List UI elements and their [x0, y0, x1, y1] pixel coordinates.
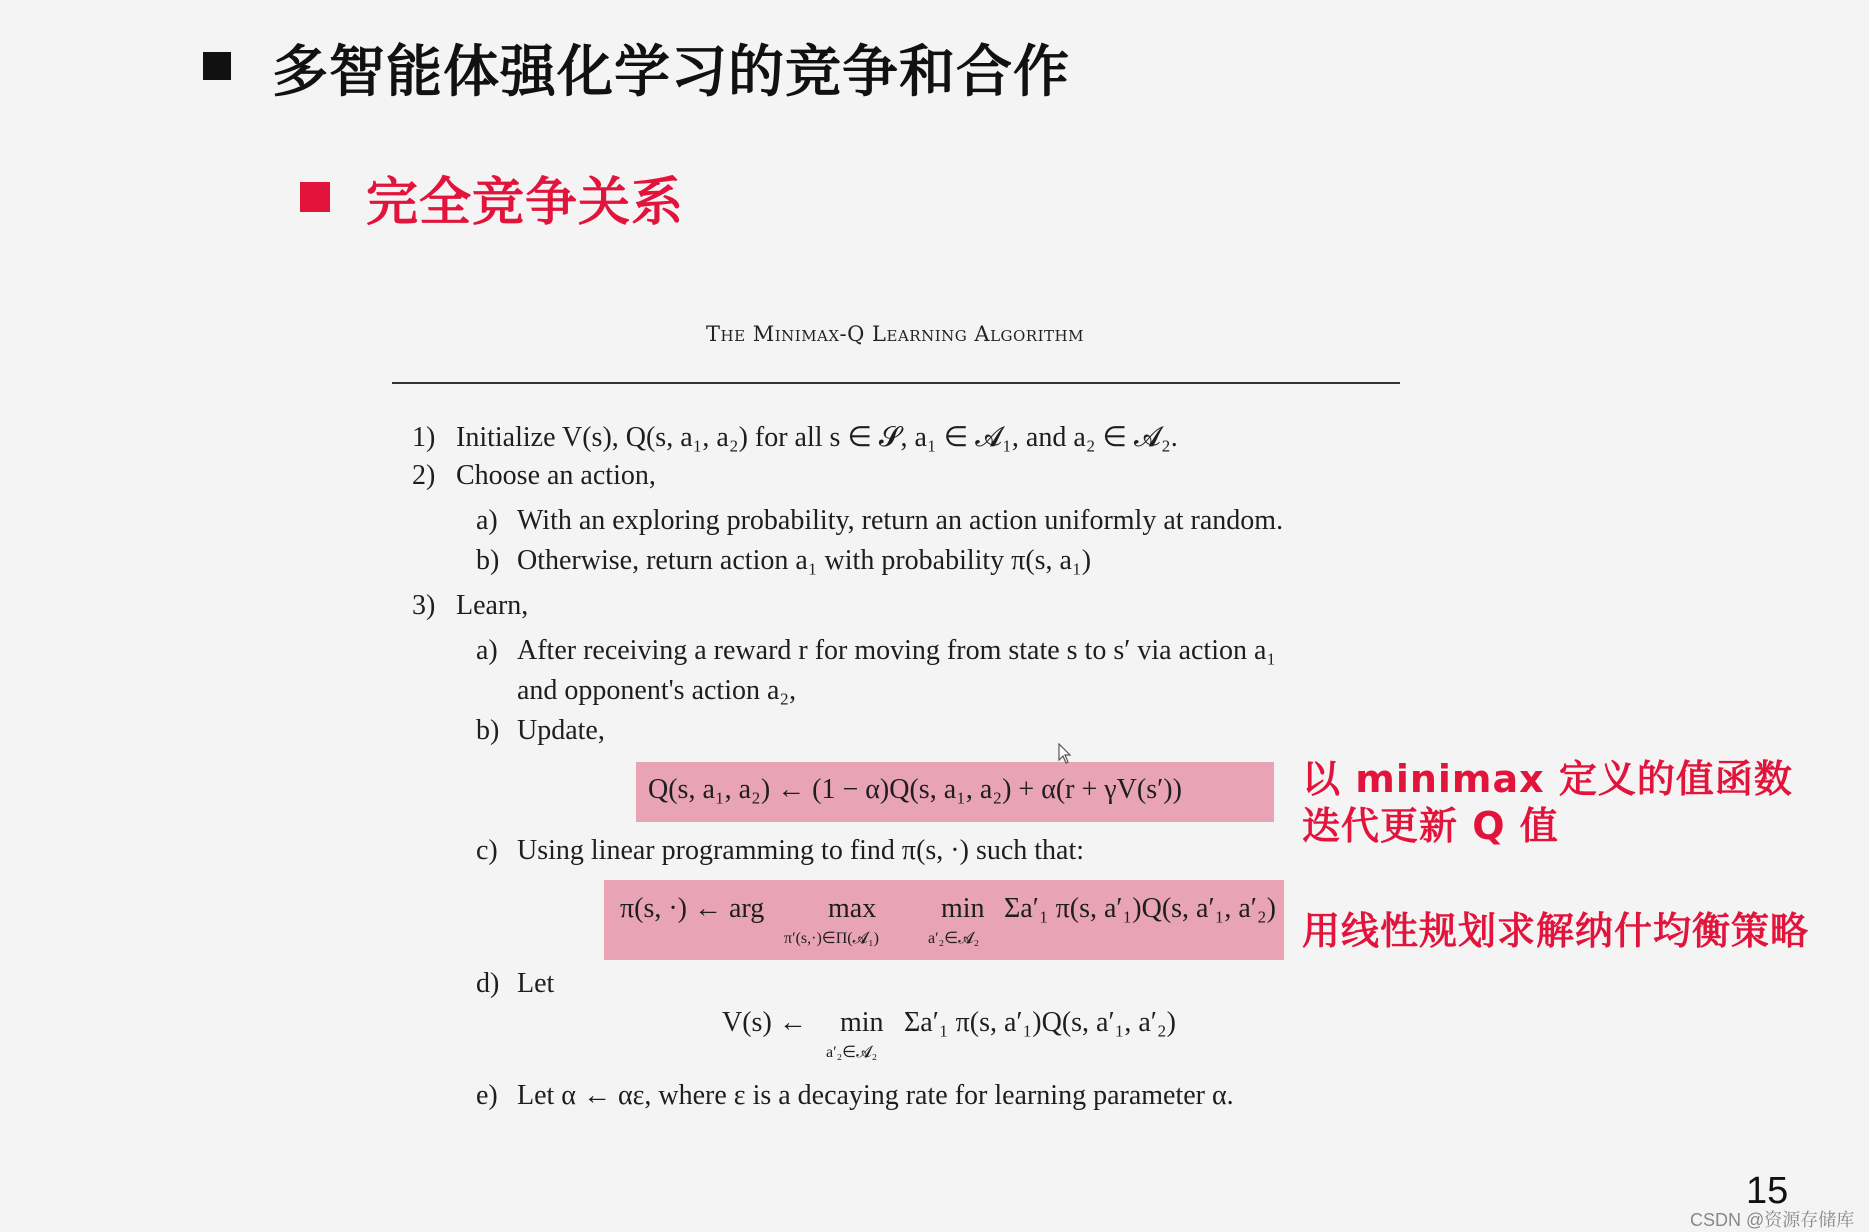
- step-3b-text: Update,: [517, 715, 605, 746]
- step-2b-number: b): [476, 545, 500, 576]
- algorithm-heading: [390, 322, 1400, 346]
- lp-formula-max-subscript: π′(s,·)∈Π(𝓐₁): [784, 930, 879, 947]
- step-3-text: Learn,: [456, 590, 529, 621]
- step-2b-text: Otherwise, return action a₁ with probability π(s, a₁): [517, 545, 1092, 576]
- step-3c-number: c): [476, 835, 498, 866]
- annotation-nash-equilibrium: 用线性规划求解纳什均衡策略: [1302, 909, 1810, 953]
- step-2-number: 2): [412, 460, 436, 491]
- step-2a-text: With an exploring probability, return an action uniformly at random.: [517, 505, 1284, 536]
- step-1-number: 1): [412, 422, 436, 453]
- step-3e: [476, 1080, 1234, 1112]
- mouse-pointer-icon: [1058, 743, 1074, 765]
- step-3: [412, 590, 528, 622]
- algorithm-heading-text: The Minimax-Q Learning Algorithm: [706, 322, 1084, 346]
- step-3b-number: b): [476, 715, 500, 746]
- step-3a-text-line2: and opponent's action a₂,: [517, 675, 797, 706]
- v-formula-min-subscript: a′₂∈𝓐₂: [826, 1044, 878, 1061]
- step-3a: [476, 635, 1276, 667]
- step-3c-text: Using linear programming to find π(s, ·) such that:: [517, 835, 1085, 866]
- lp-formula-min: min: [941, 893, 985, 924]
- slide-subtitle: 完全竞争关系: [366, 173, 685, 233]
- lp-formula-left: π(s, ·) ← arg: [620, 893, 765, 924]
- v-formula-min: min: [840, 1007, 884, 1038]
- step-2b: [476, 545, 1091, 577]
- step-2a: [476, 505, 1283, 537]
- page-number: 15: [1746, 1170, 1789, 1212]
- step-2: [412, 460, 656, 492]
- algorithm-divider: [392, 382, 1400, 384]
- step-1-text: Initialize V(s), Q(s, a₁, a₂) for all s ∈ 𝓢, a₁ ∈ 𝓐₁, and a₂ ∈ 𝓐₂.: [456, 422, 1178, 453]
- step-3d: [476, 968, 554, 1000]
- step-3a-number: a): [476, 635, 498, 666]
- step-3c: [476, 835, 1084, 867]
- step-3d-number: d): [476, 968, 500, 999]
- watermark: CSDN @资源存储库: [1690, 1210, 1855, 1230]
- lp-formula-min-subscript: a′₂∈𝓐₂: [928, 930, 980, 947]
- step-3e-text: Let α ← αε, where ε is a decaying rate for learning parameter α.: [517, 1080, 1234, 1111]
- step-3-number: 3): [412, 590, 436, 621]
- step-3b: [476, 715, 605, 747]
- step-3a-text-line1: After receiving a reward r for moving from state s to s′ via action a₁: [517, 635, 1277, 666]
- step-1: [412, 420, 1178, 454]
- v-formula-right: Σa′₁ π(s, a′₁)Q(s, a′₁, a′₂): [904, 1007, 1177, 1038]
- subtitle-bullet-icon: [300, 182, 330, 212]
- step-3e-number: e): [476, 1080, 498, 1111]
- lp-formula-max: max: [828, 893, 877, 924]
- slide-title: 多智能体强化学习的竞争和合作: [272, 40, 1070, 105]
- step-3a-continued: [517, 675, 796, 707]
- update-formula: Q(s, a₁, a₂) ← (1 − α)Q(s, a₁, a₂) + α(r + γV(s′)): [648, 774, 1182, 805]
- step-3d-text: Let: [517, 968, 555, 999]
- step-2-text: Choose an action,: [456, 460, 656, 491]
- title-bullet-icon: [203, 52, 231, 80]
- annotation-value-function-line2: 迭代更新 Q 值: [1302, 804, 1559, 848]
- lp-formula-right: Σa′₁ π(s, a′₁)Q(s, a′₁, a′₂): [1004, 893, 1277, 924]
- v-formula-left: V(s) ←: [722, 1007, 807, 1038]
- annotation-value-function-line1: 以 minimax 定义的值函数: [1302, 757, 1793, 801]
- step-2a-number: a): [476, 505, 498, 536]
